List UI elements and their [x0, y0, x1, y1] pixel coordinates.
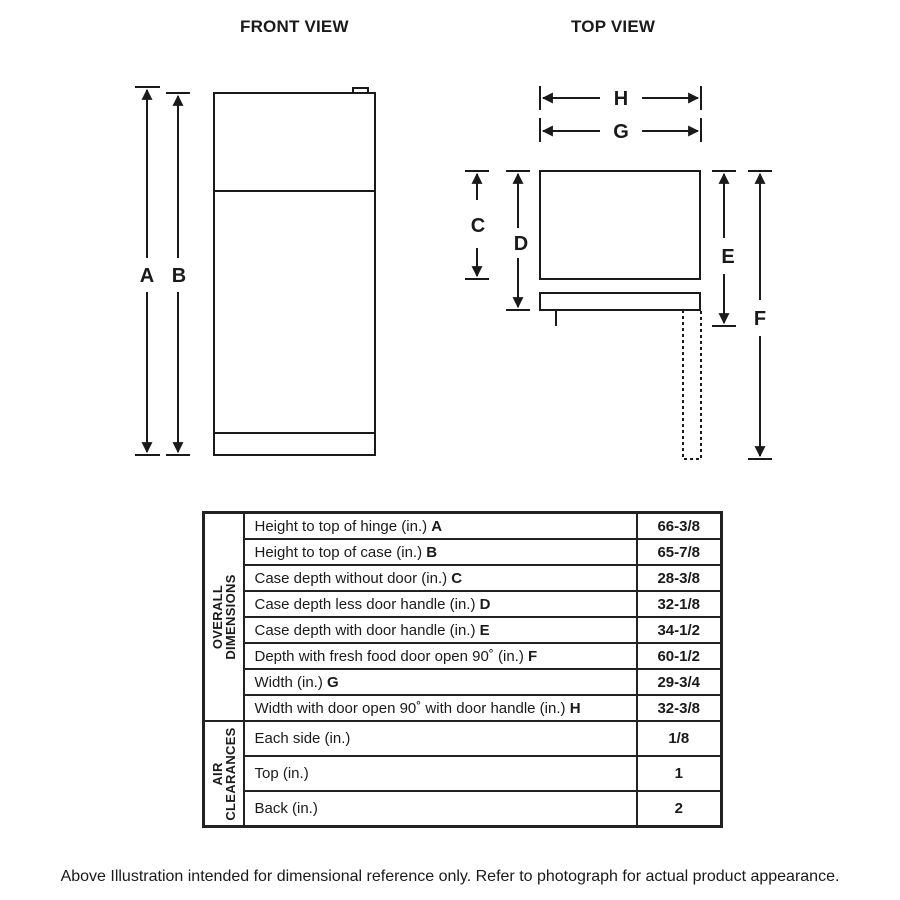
- row-value: 34-1/2: [637, 617, 722, 643]
- row-value: 32-3/8: [637, 695, 722, 721]
- row-value: 1: [637, 756, 722, 791]
- case-top: [540, 171, 700, 279]
- row-value: 65-7/8: [637, 539, 722, 565]
- table-row: [204, 513, 722, 540]
- row-label: Width with door open 90˚ with door handle (in.) H: [244, 695, 637, 721]
- dimension-g-label: G: [613, 121, 629, 143]
- table-row: [204, 565, 722, 591]
- row-label: Case depth less door handle (in.) D: [244, 591, 637, 617]
- air-clearances-group-label: AIR CLEARANCES: [204, 721, 244, 827]
- row-value: 1/8: [637, 721, 722, 756]
- overall-dimensions-group-label: OVERALL DIMENSIONS: [204, 513, 244, 722]
- table-row: [204, 643, 722, 669]
- table-row: [204, 756, 722, 791]
- row-label: Case depth with door handle (in.) E: [244, 617, 637, 643]
- row-label: Height to top of hinge (in.) A: [244, 513, 637, 540]
- row-value: 66-3/8: [637, 513, 722, 540]
- door-swing-outline: [683, 310, 701, 459]
- row-value: 28-3/8: [637, 565, 722, 591]
- dimension-f-label: F: [753, 308, 767, 330]
- row-value: 29-3/4: [637, 669, 722, 695]
- row-label: Height to top of case (in.) B: [244, 539, 637, 565]
- row-label: Width (in.) G: [244, 669, 637, 695]
- row-value: 2: [637, 791, 722, 827]
- table-row: [204, 695, 722, 721]
- table-row: [204, 721, 722, 756]
- table-row: [204, 791, 722, 827]
- dimension-c-label: C: [470, 215, 486, 237]
- table-row: [204, 617, 722, 643]
- row-value: 60-1/2: [637, 643, 722, 669]
- front-view-title: FRONT VIEW: [240, 17, 349, 36]
- dimension-d-label: D: [513, 233, 529, 255]
- row-label: Depth with fresh food door open 90˚ (in.) F: [244, 643, 637, 669]
- table-row: [204, 591, 722, 617]
- dimension-b-label: B: [171, 265, 187, 287]
- table-row: [204, 539, 722, 565]
- row-label: Top (in.): [244, 756, 637, 791]
- disclaimer-footnote: Above Illustration intended for dimensional reference only. Refer to photograph for actual product appearance.: [60, 868, 840, 885]
- table-row: [204, 669, 722, 695]
- dimension-e-label: E: [721, 246, 735, 268]
- front-view-refrigerator: [214, 88, 375, 455]
- top-view-refrigerator: [540, 171, 701, 459]
- row-label: Each side (in.): [244, 721, 637, 756]
- fridge-body: [214, 93, 375, 455]
- dimension-a-label: A: [139, 265, 155, 287]
- top-view-title: TOP VIEW: [571, 17, 656, 36]
- row-label: Case depth without door (in.) C: [244, 565, 637, 591]
- dimensions-table: [202, 511, 723, 828]
- hinge-cap: [353, 88, 368, 93]
- door-top: [540, 293, 700, 310]
- dimension-h-label: H: [613, 88, 629, 110]
- row-value: 32-1/8: [637, 591, 722, 617]
- row-label: Back (in.): [244, 791, 637, 827]
